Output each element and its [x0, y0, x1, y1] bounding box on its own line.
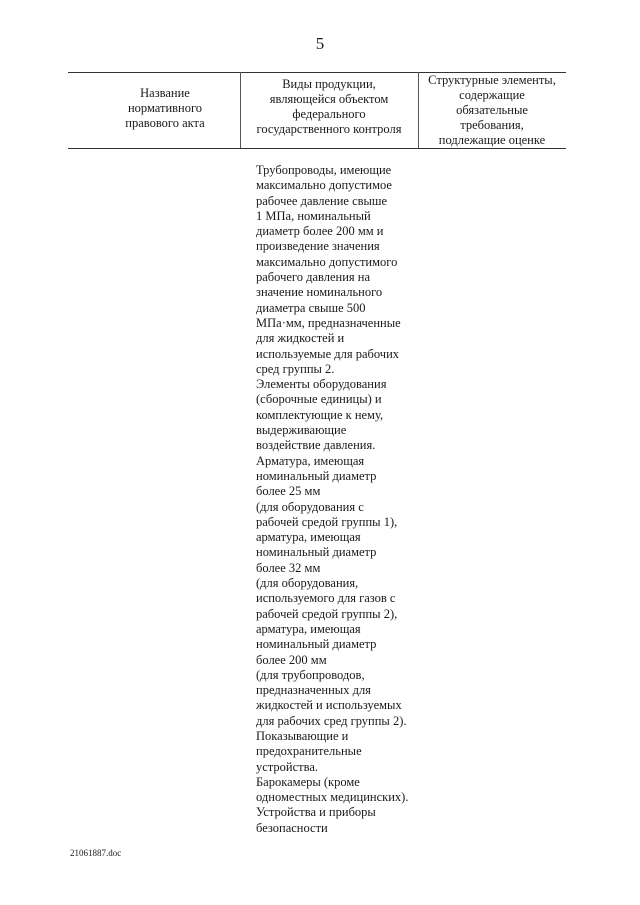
header-legal-act-name: Название нормативного правового акта: [125, 86, 205, 130]
header-product-types: Виды продукции, являющейся объектом федерального государственного контроля: [256, 77, 402, 136]
header-structural-elements: Структурные элементы, содержащие обязательные требования, подлежащие оценке: [428, 73, 556, 147]
page-number: 5: [315, 34, 325, 53]
column-divider: [240, 72, 241, 148]
table-header-border: [68, 148, 566, 149]
document-filename: 21061887.doc: [70, 848, 122, 858]
product-types-cell: Трубопроводы, имеющие максимально допустимое рабочее давление свыше 1 МПа, номинальный диаметр более 200 мм и произведение значения максимально допустимого рабочего давления на значение номинального диаметра свыше 500 МПа·мм, предназначенные для жидкостей и используемые для рабочих сред группы 2. Элементы оборудования (сборочные единицы) и комплектующие к нему, выдерживающие воздействие давления. Арматура, имеющая номинальный диаметр более 25 мм (для оборудования с рабочей средой группы 1), арматура, имеющая номинальный диаметр более 32 мм (для оборудования, используемого для газов с рабочей средой группы 2), арматура, имеющая номинальный диаметр более 200 мм (для трубопроводов, предназначенных для жидкостей и используемых для рабочих сред группы 2). Показывающие и предохранительные устройства. Барокамеры (кроме одноместных медицинских). Устройства и приборы безопасности: [256, 163, 409, 835]
column-divider: [418, 72, 419, 148]
